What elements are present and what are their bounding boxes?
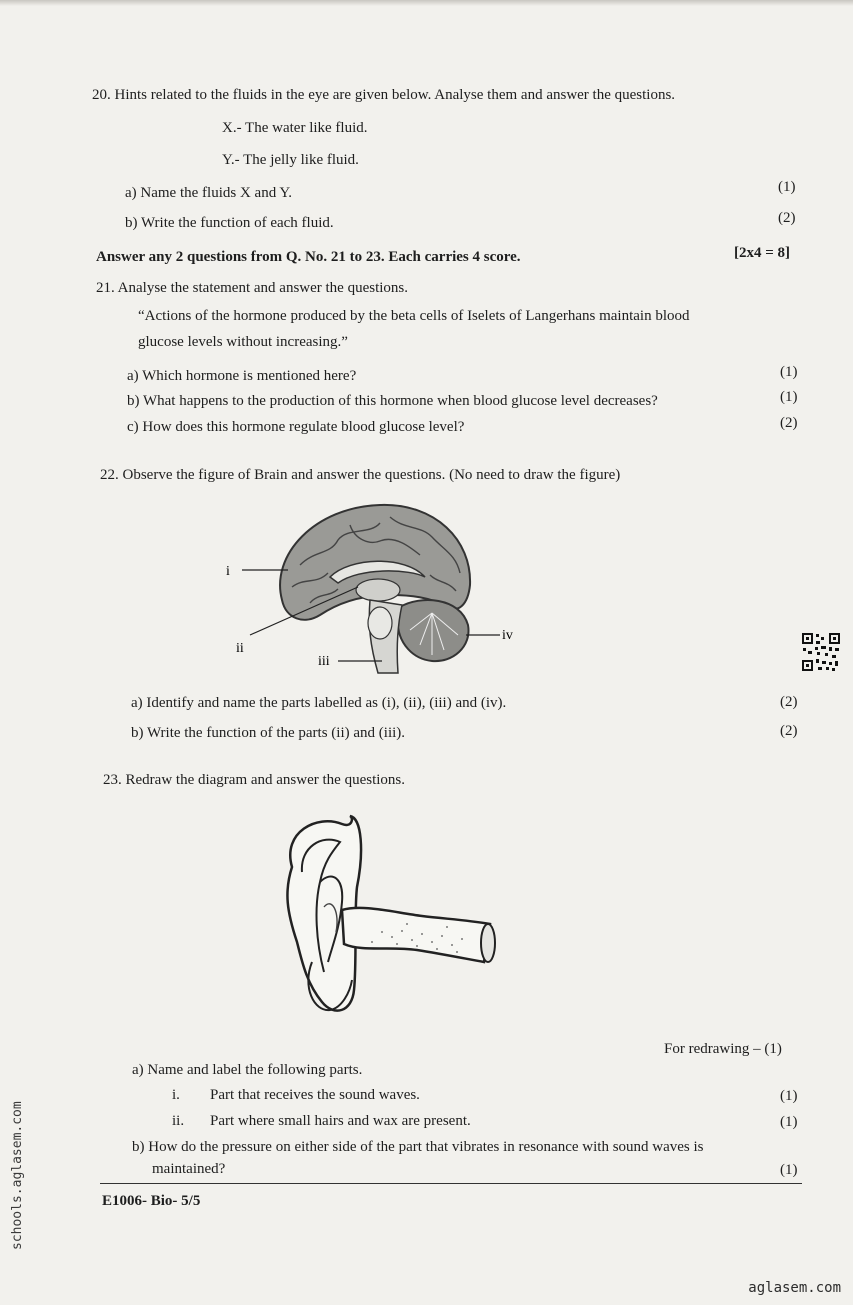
q21-b-score: (1) [780,389,798,405]
corner-watermark: aglasem.com [748,1280,841,1296]
q20-stem: 20. Hints related to the fluids in the eye are given below. Analyse them and answer the questions. [92,87,676,103]
q22-stem: 22. Observe the figure of Brain and answer the questions. (No need to draw the figure) [100,467,621,483]
section-instruction: Answer any 2 questions from Q. No. 21 to 23. Each carries 4 score. [96,249,521,265]
q21-c-score: (2) [780,415,798,431]
q23-part-b-line-1: b) How do the pressure on either side of the part that vibrates in resonance with sound waves is [132,1139,704,1155]
q23-a-i-score: (1) [780,1088,798,1104]
q23-a-i-text: Part that receives the sound waves. [210,1087,420,1103]
q23-a-ii-score: (1) [780,1114,798,1130]
q20-hint-x: X.- The water like fluid. [222,120,368,136]
q21-stem: 21. Analyse the statement and answer the questions. [96,280,409,296]
qr-code-icon [801,632,841,672]
brain-label-ii: ii [236,641,244,656]
q23-part-a: a) Name and label the following parts. [132,1062,363,1078]
brain-label-iv: iv [502,628,513,643]
q21-quote-line-1: “Actions of the hormone produced by the beta cells of Iselets of Langerhans maintain blood [138,308,690,324]
scan-top-edge [0,0,853,6]
q23-stem: 23. Redraw the diagram and answer the questions. [103,772,405,788]
q23-a-ii-text: Part where small hairs and wax are present. [210,1113,471,1129]
section-marks: [2x4 = 8] [734,245,791,261]
q21-part-a: a) Which hormone is mentioned here? [127,368,357,384]
q21-part-b: b) What happens to the production of this hormone when blood glucose level decreases? [127,393,658,409]
q22-b-score: (2) [780,723,798,739]
q21-a-score: (1) [780,364,798,380]
q20-hint-y: Y.- The jelly like fluid. [222,152,359,168]
brain-label-iii: iii [318,654,330,669]
q22-part-b: b) Write the function of the parts (ii) and (iii). [131,725,406,741]
q21-part-c: c) How does this hormone regulate blood glucose level? [127,419,465,435]
brain-figure [220,495,520,685]
q21-quote-line-2: glucose levels without increasing.” [138,334,348,350]
q22-a-score: (2) [780,694,798,710]
q23-a-ii-num: ii. [172,1113,185,1129]
brain-label-i: i [226,564,230,579]
q22-part-a: a) Identify and name the parts labelled as (i), (ii), (iii) and (iv). [131,695,507,711]
ear-figure [262,812,502,1022]
q20-a-score: (1) [778,179,796,195]
q23-part-b-line-2: maintained? [152,1161,226,1177]
q20-part-b: b) Write the function of each fluid. [125,215,334,231]
q23-a-i-num: i. [172,1087,180,1103]
footer-rule [100,1183,802,1184]
q23-b-score: (1) [780,1162,798,1178]
q20-b-score: (2) [778,210,796,226]
q20-part-a: a) Name the fluids X and Y. [125,185,293,201]
footer-code: E1006- Bio- 5/5 [102,1193,201,1209]
side-watermark: schools.aglasem.com [10,1101,25,1250]
q23-redraw-score: For redrawing – (1) [664,1041,782,1057]
